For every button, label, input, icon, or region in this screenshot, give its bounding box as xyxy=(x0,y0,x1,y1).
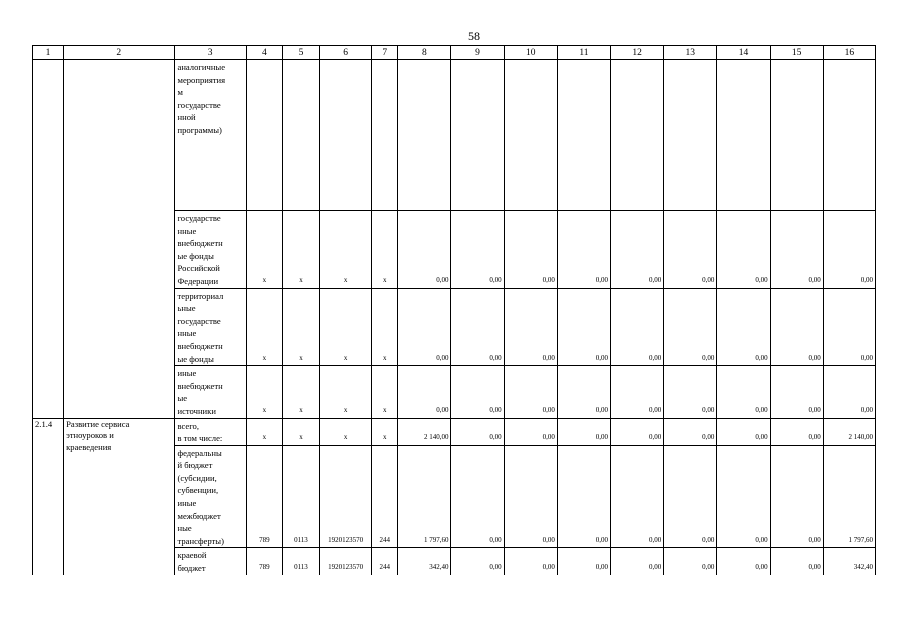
value-cell: 0,00 xyxy=(557,366,610,418)
value-cell: 0,00 xyxy=(770,288,823,366)
value-cell: 0,00 xyxy=(717,548,770,575)
value-cell: x xyxy=(246,418,282,445)
value-cell: 0,00 xyxy=(504,288,557,366)
column-header-5: 5 xyxy=(282,46,319,60)
value-cell: 789 xyxy=(246,548,282,575)
value-cell: 0,00 xyxy=(823,211,875,289)
column-header-16: 16 xyxy=(823,46,875,60)
value-cell: 2 140,00 xyxy=(823,418,875,445)
value-cell: 0,00 xyxy=(717,445,770,548)
value-cell: 0,00 xyxy=(717,366,770,418)
value-cell: 0,00 xyxy=(611,288,664,366)
value-cell: 1 797,60 xyxy=(398,445,451,548)
column-header-3: 3 xyxy=(174,46,246,60)
value-cell: x xyxy=(372,288,398,366)
value-cell: 0,00 xyxy=(451,548,504,575)
column-header-row xyxy=(33,46,876,60)
column-header-1: 1 xyxy=(33,46,64,60)
value-cell: 0,00 xyxy=(557,211,610,289)
value-cell xyxy=(504,60,557,211)
value-cell: x xyxy=(246,288,282,366)
value-cell: 0,00 xyxy=(557,548,610,575)
value-cell: x xyxy=(282,418,319,445)
value-cell: 0,00 xyxy=(398,366,451,418)
value-cell: 0,00 xyxy=(611,366,664,418)
value-cell: 342,40 xyxy=(823,548,875,575)
value-cell: 0,00 xyxy=(664,211,717,289)
value-cell xyxy=(717,60,770,211)
value-cell: 0,00 xyxy=(557,445,610,548)
value-cell: 0,00 xyxy=(504,445,557,548)
table-row xyxy=(33,60,876,211)
value-cell: 0,00 xyxy=(664,366,717,418)
value-cell: 0,00 xyxy=(504,366,557,418)
budget-table xyxy=(32,45,876,575)
value-cell: 0,00 xyxy=(451,211,504,289)
value-cell: 0,00 xyxy=(664,288,717,366)
column-header-4: 4 xyxy=(246,46,282,60)
value-cell: 0,00 xyxy=(664,445,717,548)
value-cell xyxy=(320,60,372,211)
value-cell: 0,00 xyxy=(611,445,664,548)
funding-source-cell: территориал ьные государстве нные внебюджетн ые фонды xyxy=(174,288,246,366)
column-header-11: 11 xyxy=(557,46,610,60)
value-cell: 0,00 xyxy=(504,211,557,289)
value-cell: 0,00 xyxy=(664,418,717,445)
value-cell: x xyxy=(282,211,319,289)
funding-source-cell: государстве нные внебюджетн ые фонды Российской Федерации xyxy=(174,211,246,289)
value-cell: x xyxy=(282,288,319,366)
value-cell: 0,00 xyxy=(823,366,875,418)
value-cell xyxy=(451,60,504,211)
value-cell: 0,00 xyxy=(557,288,610,366)
value-cell: 0,00 xyxy=(398,288,451,366)
item-name-cell xyxy=(64,60,174,419)
item-number-cell xyxy=(33,60,64,419)
value-cell: 0,00 xyxy=(611,211,664,289)
value-cell: 1920123570 xyxy=(320,548,372,575)
value-cell: 0,00 xyxy=(611,548,664,575)
funding-source-cell: аналогичные мероприятия м государстве нной программы) xyxy=(174,60,246,211)
value-cell: 244 xyxy=(372,445,398,548)
value-cell: 244 xyxy=(372,548,398,575)
value-cell xyxy=(664,60,717,211)
value-cell xyxy=(282,60,319,211)
value-cell: x xyxy=(372,366,398,418)
value-cell: x xyxy=(372,418,398,445)
value-cell: 0,00 xyxy=(717,211,770,289)
value-cell: 0,00 xyxy=(451,418,504,445)
value-cell xyxy=(770,60,823,211)
value-cell: 0,00 xyxy=(717,418,770,445)
value-cell: 342,40 xyxy=(398,548,451,575)
value-cell: 2 140,00 xyxy=(398,418,451,445)
value-cell xyxy=(823,60,875,211)
funding-source-cell: федеральны й бюджет (субсидии, субвенции, иные межбюджет ные трансферты) xyxy=(174,445,246,548)
value-cell: x xyxy=(320,288,372,366)
value-cell: x xyxy=(320,211,372,289)
value-cell: x xyxy=(372,211,398,289)
value-cell: 0,00 xyxy=(451,288,504,366)
item-number-cell: 2.1.4 xyxy=(33,418,64,575)
column-header-14: 14 xyxy=(717,46,770,60)
funding-source-cell: иные внебюджетн ые источники xyxy=(174,366,246,418)
column-header-8: 8 xyxy=(398,46,451,60)
value-cell: 0,00 xyxy=(664,548,717,575)
column-header-6: 6 xyxy=(320,46,372,60)
value-cell: 0,00 xyxy=(504,418,557,445)
value-cell xyxy=(246,60,282,211)
value-cell xyxy=(398,60,451,211)
item-name-cell: Развитие сервиса этноуроков и краеведения xyxy=(64,418,174,575)
value-cell: x xyxy=(282,366,319,418)
page-number: 58 xyxy=(468,29,480,43)
column-header-2: 2 xyxy=(64,46,174,60)
value-cell: 0113 xyxy=(282,548,319,575)
value-cell: 0,00 xyxy=(398,211,451,289)
value-cell: 0,00 xyxy=(770,418,823,445)
value-cell xyxy=(611,60,664,211)
value-cell: x xyxy=(246,211,282,289)
value-cell: 789 xyxy=(246,445,282,548)
table-row xyxy=(33,418,876,445)
value-cell: 0,00 xyxy=(770,211,823,289)
value-cell: 0,00 xyxy=(823,288,875,366)
value-cell: 0,00 xyxy=(770,445,823,548)
column-header-9: 9 xyxy=(451,46,504,60)
value-cell xyxy=(372,60,398,211)
value-cell: 0,00 xyxy=(717,288,770,366)
column-header-10: 10 xyxy=(504,46,557,60)
value-cell: 0,00 xyxy=(611,418,664,445)
value-cell: 0,00 xyxy=(451,445,504,548)
value-cell: 0,00 xyxy=(504,548,557,575)
value-cell: x xyxy=(246,366,282,418)
value-cell: x xyxy=(320,366,372,418)
funding-source-cell: краевой бюджет xyxy=(174,548,246,575)
value-cell xyxy=(557,60,610,211)
value-cell: 1920123570 xyxy=(320,445,372,548)
column-header-12: 12 xyxy=(611,46,664,60)
value-cell: 0113 xyxy=(282,445,319,548)
value-cell: 0,00 xyxy=(770,548,823,575)
value-cell: 0,00 xyxy=(770,366,823,418)
column-header-15: 15 xyxy=(770,46,823,60)
value-cell: 0,00 xyxy=(557,418,610,445)
value-cell: 1 797,60 xyxy=(823,445,875,548)
value-cell: 0,00 xyxy=(451,366,504,418)
column-header-7: 7 xyxy=(372,46,398,60)
value-cell: x xyxy=(320,418,372,445)
column-header-13: 13 xyxy=(664,46,717,60)
funding-source-cell: всего, в том числе: xyxy=(174,418,246,445)
